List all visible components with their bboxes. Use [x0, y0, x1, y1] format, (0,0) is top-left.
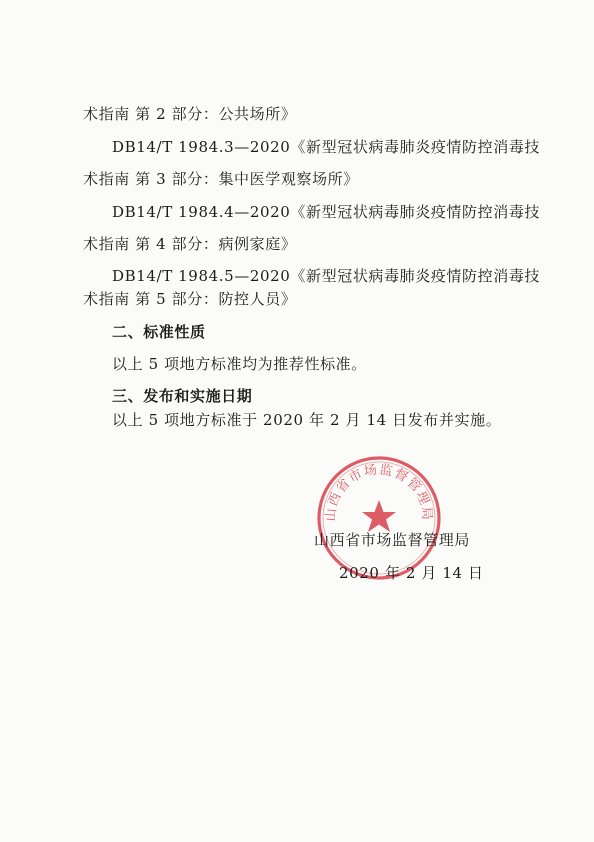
- body-line-6: DB14/T 1984.5—2020《新型冠状病毒肺炎疫情防控消毒技: [112, 267, 541, 285]
- section-3-text: 以上 5 项地方标准于 2020 年 2 月 14 日发布并实施。: [112, 411, 502, 429]
- star-icon: [362, 500, 396, 532]
- body-line-4: DB14/T 1984.4—2020《新型冠状病毒肺炎疫情防控消毒技: [112, 203, 541, 221]
- signing-date: 2020 年 2 月 14 日: [339, 564, 484, 582]
- section-2-heading: 二、标准性质: [112, 323, 206, 341]
- body-line-3: 术指南 第 3 部分：集中医学观察场所》: [83, 170, 359, 188]
- body-line-2: DB14/T 1984.3—2020《新型冠状病毒肺炎疫情防控消毒技: [112, 138, 541, 156]
- body-line-5: 术指南 第 4 部分：病例家庭》: [83, 235, 297, 253]
- section-3-heading: 三、发布和实施日期: [112, 387, 253, 405]
- body-line-7: 术指南 第 5 部分：防控人员》: [83, 290, 297, 308]
- section-2-text: 以上 5 项地方标准均为推荐性标准。: [112, 355, 367, 373]
- signing-organization: 山西省市场监督管理局: [314, 531, 471, 549]
- seal-arc-text: 山西省市场监督管理局: [323, 462, 435, 522]
- body-line-1: 术指南 第 2 部分：公共场所》: [83, 105, 297, 123]
